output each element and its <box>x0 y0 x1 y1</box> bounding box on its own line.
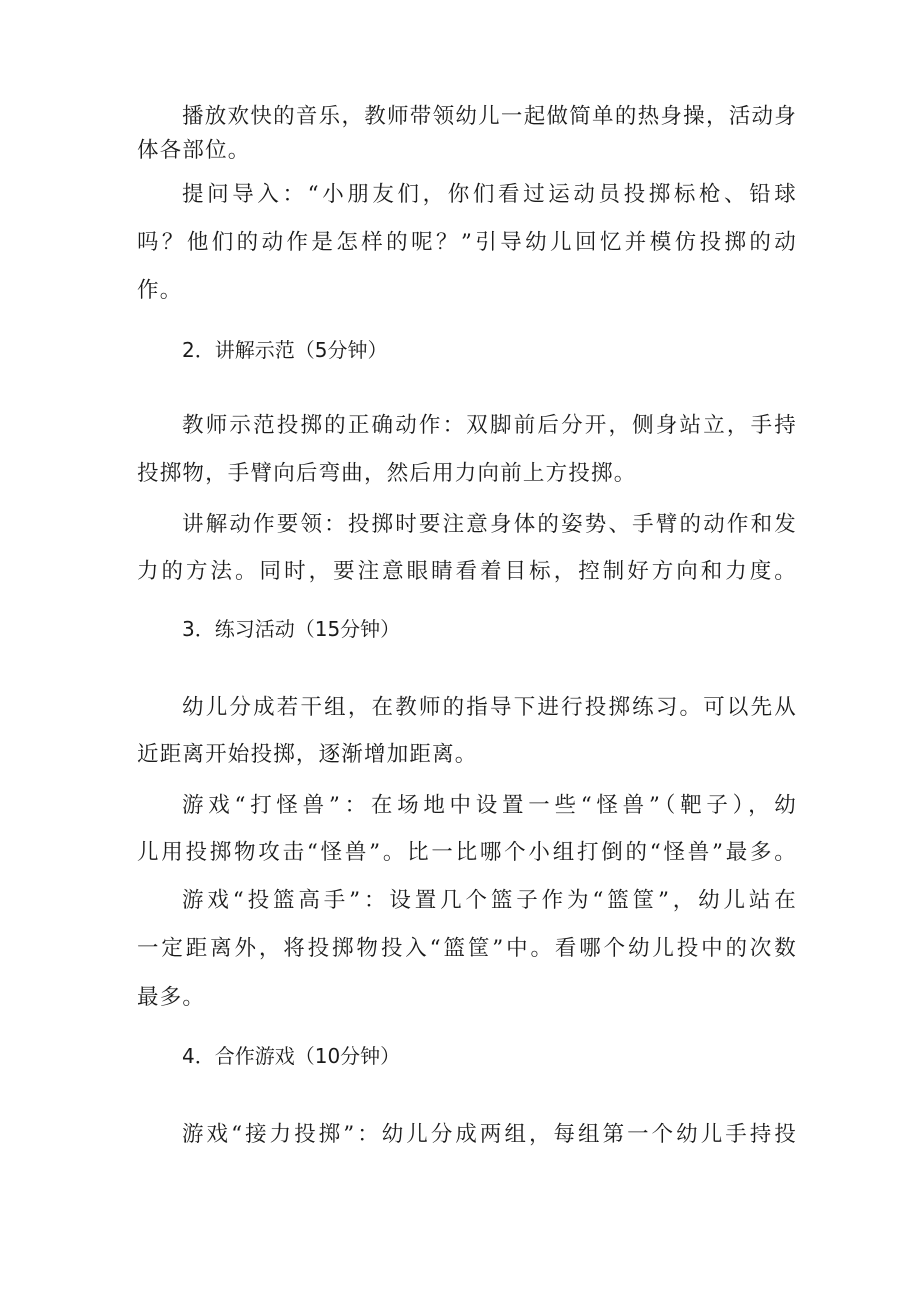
paragraph-line: 游戏“打怪兽”：在场地中设置一些“怪兽”（靶子），幼 <box>182 793 797 818</box>
section-heading-4: 4．合作游戏（10分钟） <box>182 1044 401 1068</box>
paragraph-line: 游戏“投篮高手”：设置几个篮子作为“篮筐”，幼儿站在 <box>182 888 797 913</box>
paragraph-line: 讲解动作要领：投掷时要注意身体的姿势、手臂的动作和发 <box>182 512 797 537</box>
paragraph-line: 作。 <box>137 278 183 303</box>
paragraph-line: 最多。 <box>137 985 206 1010</box>
paragraph-line: 播放欢快的音乐，教师带领幼儿一起做简单的热身操，活动身 <box>182 104 797 129</box>
paragraph-line: 儿用投掷物攻击“怪兽”。比一比哪个小组打倒的“怪兽”最多。 <box>137 840 797 865</box>
section-heading-3: 3．练习活动（15分钟） <box>182 617 401 641</box>
section-heading-2: 2．讲解示范（5分钟） <box>182 338 388 362</box>
paragraph-line: 幼儿分成若干组，在教师的指导下进行投掷练习。可以先从 <box>182 695 797 720</box>
paragraph-line: 力的方法。同时，要注意眼睛看着目标，控制好方向和力度。 <box>137 559 797 584</box>
paragraph-line: 提问导入：“小朋友们，你们看过运动员投掷标枪、铅球 <box>182 182 797 207</box>
paragraph-line: 游戏“接力投掷”：幼儿分成两组，每组第一个幼儿手持投 <box>182 1122 797 1147</box>
paragraph-line: 体各部位。 <box>137 138 251 163</box>
paragraph-line: 教师示范投掷的正确动作：双脚前后分开，侧身站立，手持 <box>182 413 797 438</box>
paragraph-line: 一定距离外，将投掷物投入“篮筐”中。看哪个幼儿投中的次数 <box>137 936 797 961</box>
paragraph-line: 吗？他们的动作是怎样的呢？”引导幼儿回忆并模仿投掷的动 <box>137 230 797 255</box>
paragraph-line: 投掷物，手臂向后弯曲，然后用力向前上方投掷。 <box>137 461 637 486</box>
paragraph-line: 近距离开始投掷，逐渐增加距离。 <box>137 742 478 767</box>
